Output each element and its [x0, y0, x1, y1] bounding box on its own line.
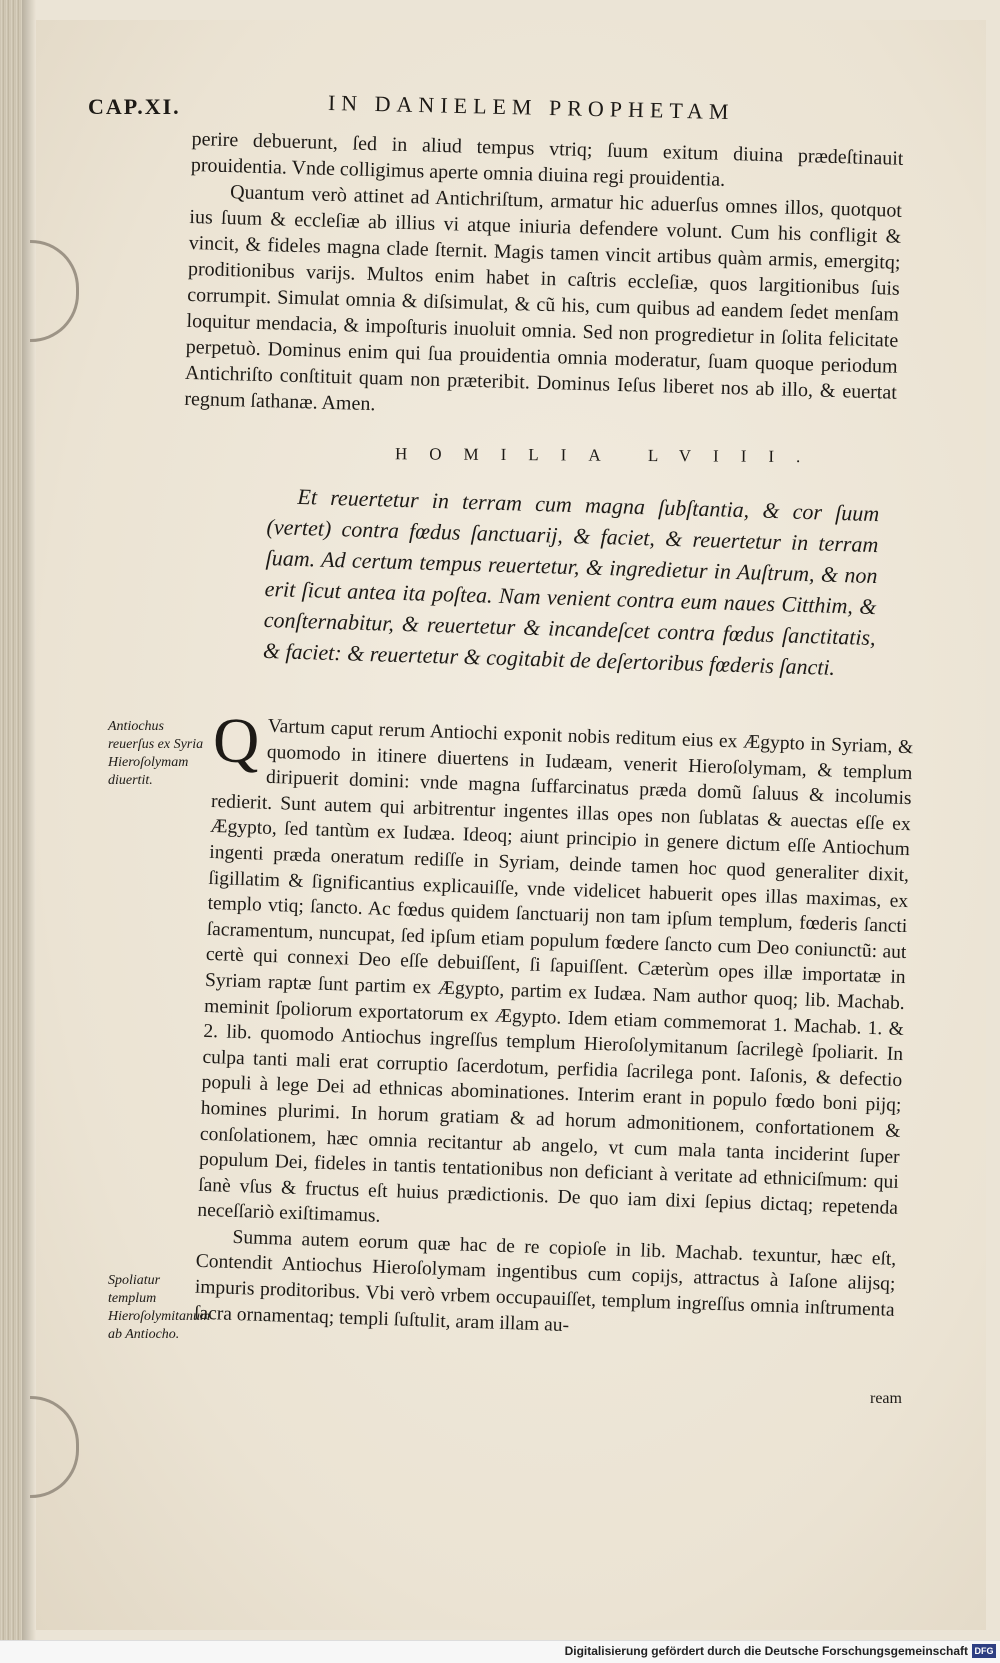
page-header: [88, 90, 968, 130]
running-title: IN DANIELEM PROPHETAM: [327, 90, 735, 125]
margin-note-1: Antiochus reuerſus ex Syria Hieroſolymam diuertit.: [108, 719, 204, 788]
drop-cap: Q: [211, 704, 261, 777]
homily-title: HOMILIA LVIII.: [394, 444, 823, 467]
clip-wire-bottom: [30, 1396, 79, 1498]
body-paragraph-1-text: Vartum caput rerum Antiochi exponit nobis reditum eius ex Ægypto in Syriam, & quomodo in itinere diuertens in Iudæam, venerit Hieroſolymam, & templum diripuerit domini: vnde magna ſuffarcinatus præda domũ ſaluus & incolumis redierit. Sunt autem qui arbitrentur ingentes illas opes non ſublatas & auectas eſſe ex Ægypto, ſed tantùm ex Iudæa. Ideoq; aiunt principio in genere dictum eſſe Antiochum ingenti præda oneratum rediſſe in Syriam, deinde tamen hoc quod generaliter dixit, ſigillatim & ſignificantius explicauiſſe, vnde videlicet habuerit opes illas maximas, ex templo vtiq; ſancto. Ac fœdus quidem ſanctuarij non tam ipſum templum, fœderis ſancti ſacramentum, nuncupat, ſed ipſum etiam populum fœdere ſancto cum Deo coniunctũ: aut certè qui connexi Deo eſſe debuiſſent, ſi ſapuiſſent. Cæterùm opes illæ importatæ in Syriam raptæ ſunt partim ex Ægypto, partim ex Iudæa. Nam author quoq; lib. Machab. meminit ſpoliorum exportatorum ex Ægypto. Idem etiam commemorat 1. Machab. 1. & 2. lib. quomodo Antiochus ingreſſus templum Hieroſolymitanum ſacrilegè ſpoliarit. In culpa tanti mali erat corruptio ſacerdotum, perfidia ſacrilega pont. Iaſonis, & defectio populi à lege Dei ad ethnicas abominationes. Interim erant in populo fœdo boni pijq; homines plurimi. In horum gratiam & ad horum admonitionem, confortationem & conſolationem, hæc omnia recitantur ab angelo, vt cum mala tanta inciderint ſuper populum Dei, fideles in tantis tentationibus non deficiant à veritate ad ethniciſmum: qui ſanè vſus & fructus eſt huius prædictionis. De quo iam dixi ſepius dictaq; repetenda neceſſariò exiſtimamus.: [197, 715, 914, 1228]
top-paragraph-1: perire debuerunt, ſed in aliud tempus vtriq; ſuum exitum diuina prædeſtinauit prouidentia. Vnde colligimus aperte omnia diuina regi prouidentia.: [190, 127, 904, 191]
body-paragraph-2: Summa autem eorum quæ hac de re copioſe in lib. Machab. texuntur, hæc eſt, Contendit Antiochus Hieroſolymam ingentibus cum copijs, attractus à Iaſone alijsq; impuris proditoribus. Vbi verò vrbem occupauiſſet, templum ingreſſus omnia inſtrumenta ſacra ornamentaq; templi ſuſtulit, aram illam au-: [193, 1226, 897, 1336]
body-paragraph-1: [197, 704, 914, 1247]
top-paragraph-2: Quantum verò attinet ad Antichriſtum, armatur hic aduerſus omnes illos, quotquot ius ſuum & eccleſiæ ab illius vi atque iniuria defendere volunt. Cum his confligit & vincit, & fideles magna clade ſternit. Magis tamen vincit artibus quàm armis, emergitq; proditionibus varijs. Multos enim habet in caſtris eccleſiæ, quos largitionibus ſuis corrumpit. Simulat omnia & diſsimulat, & cũ his, cum quibus ad eandem ſedet menſam loquitur mendacia, & impoſturis inuoluit omnia. Sed non progredietur in ſolita felicitate perpetuò. Dominus enim qui ſua prouidentia omnia moderatur, ſuam quoque periodum Antichriſto conſtituit quam non præteribit. Dominus Ieſus liberet nos ab illo, & euertat regnum ſathanæ. Amen.: [184, 181, 903, 416]
margin-note-2: Spoliatur templum Hieroſolymitanum ab Antiocho.: [108, 1273, 211, 1342]
clip-wire-top: [30, 240, 79, 342]
chapter-label: CAP.XI.: [88, 94, 181, 119]
scripture-block: [262, 480, 879, 684]
dfg-logo: DFG: [972, 1644, 996, 1658]
body-text-block: [193, 704, 914, 1349]
catchword: ream: [870, 1390, 902, 1407]
page-leaves: [0, 0, 22, 1640]
footer-bar: [0, 1640, 1000, 1663]
scripture-text: Et reuertetur in terram cum magna ſubſtantia, & cor ſuum (vertet) contra fœdus ſanctuarij, & faciet, & reuertetur in terram ſuam. Ad certum tempus reuertetur, & ingredietur in Auſtrum, & non erit ſicut antea ita poſtea. Nam venient contra eum naues Citthim, & conſternabitur, & reuertetur & incandeſcet contra fœdus ſanctitatis, & faciet: & reuertetur & cogitabit de deſertoribus fœderis ſancti.: [262, 483, 880, 680]
top-text-block: [184, 126, 904, 432]
funding-notice: Digitalisierung gefördert durch die Deutsche Forschungsgemeinschaft: [564, 1644, 968, 1658]
